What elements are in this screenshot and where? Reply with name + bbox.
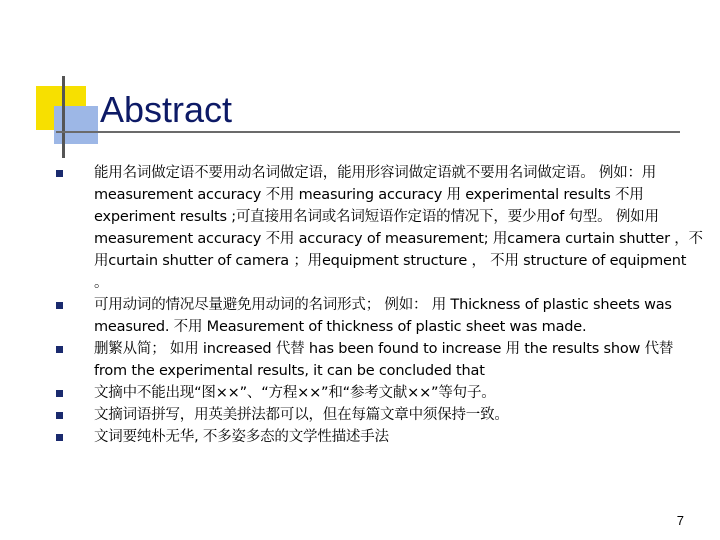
- slide-title: Abstract: [100, 89, 233, 130]
- square-bullet-icon: [56, 412, 63, 419]
- page-number: 7: [676, 513, 684, 528]
- bullet-text: 能用名词做定语不要用动名词做定语，能用形容词做定语就不要用名词做定语。 例如：用measurement accuracy 不用 measuring accuracy 用 experimental results 不用 experiment results ;可直接用名词或名词短语作定语的情况下，要少用of 句型。 例如用measurement accuracy 不用 accuracy of measurement; 用camera curtain shutter ，不用curtain shutter of camera ；用equipment structure ， 不用 structure of equipment 。: [94, 165, 703, 291]
- bullet-item: [56, 404, 704, 426]
- bullet-text: 删繁从简； 如用 increased 代替 has been found to increase 用 the results show 代替 from the experimental results, it can be concluded that: [94, 341, 674, 379]
- decorative-blue-square: [54, 106, 98, 144]
- bullet-item: [56, 426, 704, 448]
- bullet-text: 文摘中不能出现“图××”、“方程××”和“参考文献××”等句子。: [94, 385, 496, 401]
- bullet-text: 可用动词的情况尽量避免用动词的名词形式； 例如： 用 Thickness of plastic sheets was measured. 不用 Measurement of thickness of plastic sheet was made.: [94, 297, 672, 335]
- square-bullet-icon: [56, 434, 63, 441]
- bullet-list: [56, 162, 704, 448]
- square-bullet-icon: [56, 302, 63, 309]
- bullet-text: 文词要纯朴无华, 不多姿多态的文学性描述手法: [94, 429, 389, 445]
- bullet-item: [56, 162, 704, 294]
- decorative-vertical-line: [62, 76, 65, 158]
- square-bullet-icon: [56, 170, 63, 177]
- bullet-item: [56, 338, 704, 382]
- bullet-item: [56, 294, 704, 338]
- bullet-item: [56, 382, 704, 404]
- square-bullet-icon: [56, 346, 63, 353]
- bullet-text: 文摘词语拼写，用英美拼法都可以，但在每篇文章中须保持一致。: [94, 407, 509, 423]
- title-underline-rule: [56, 131, 680, 133]
- square-bullet-icon: [56, 390, 63, 397]
